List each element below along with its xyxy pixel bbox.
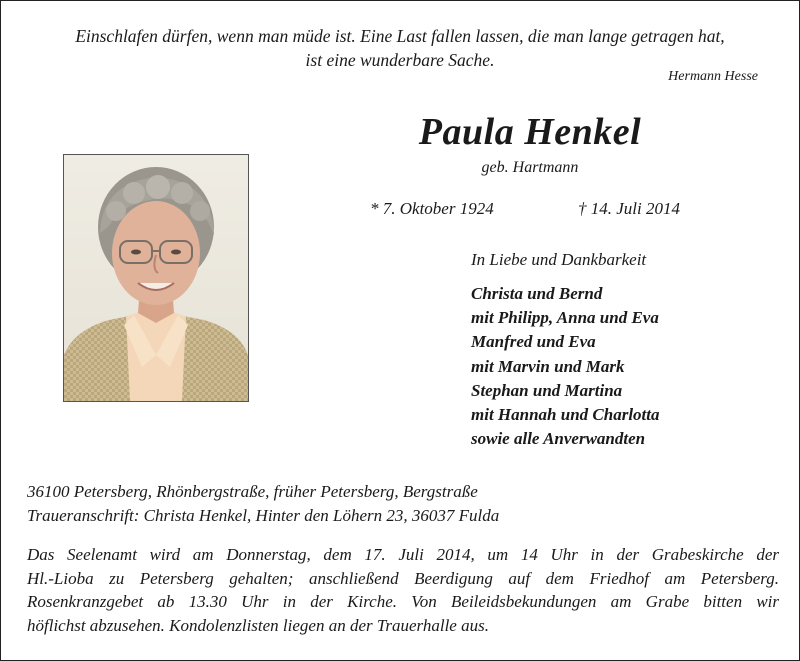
- mourner-line: Christa und Bernd: [471, 284, 603, 303]
- dedication-line: In Liebe und Dankbarkeit: [471, 250, 647, 269]
- death-date: † 14. Juli 2014: [578, 199, 680, 218]
- notice-line: Rosenkranzgebet ab 13.30 Uhr in der Kirche. Von Beileidsbekundungen am Grabe bitten wir: [27, 592, 779, 612]
- mourners-list: [471, 282, 660, 451]
- quote-line-1: Einschlafen dürfen, wenn man müde ist. Eine Last fallen lassen, die man lange getragen hat,: [75, 26, 725, 46]
- mourner-line: mit Hannah und Charlotta: [471, 405, 660, 425]
- mourner-line: sowie alle Anverwandten: [471, 429, 646, 449]
- portrait-illustration: [64, 155, 248, 401]
- funeral-notice: [27, 543, 779, 637]
- mourner-line: Manfred und Eva: [471, 332, 596, 352]
- portrait-photo: [63, 154, 249, 402]
- mourning-address: Traueranschrift: Christa Henkel, Hinter den Löhern 23, 36037 Fulda: [27, 505, 500, 525]
- mourner-line: Stephan und Martina: [471, 380, 623, 400]
- mourner-line: mit Philipp, Anna und Eva: [471, 308, 659, 328]
- maiden-name: geb. Hartmann: [481, 159, 579, 176]
- epigraph-quote: [0, 24, 800, 72]
- quote-line-2: ist eine wunderbare Sache.: [305, 50, 495, 70]
- notice-line: Hl.-Lioba zu Petersberg gehalten; anschließend Beerdigung auf dem Friedhof am Petersberg.: [27, 568, 779, 588]
- deceased-name: Paula Henkel: [418, 111, 642, 153]
- mourner-line: mit Marvin und Mark: [471, 356, 625, 376]
- quote-author: Hermann Hesse: [668, 69, 758, 84]
- notice-line: Das Seelenamt wird am Donnerstag, dem 17. Juli 2014, um 14 Uhr in der Grabeskirche der: [27, 545, 779, 564]
- residence-address: 36100 Petersberg, Rhönbergstraße, früher Petersberg, Bergstraße: [27, 482, 478, 501]
- notice-line: höflichst abzusehen. Kondolenzlisten liegen an der Trauerhalle aus.: [27, 615, 489, 635]
- birth-date: * 7. Oktober 1924: [370, 199, 494, 218]
- address-block: [27, 480, 499, 527]
